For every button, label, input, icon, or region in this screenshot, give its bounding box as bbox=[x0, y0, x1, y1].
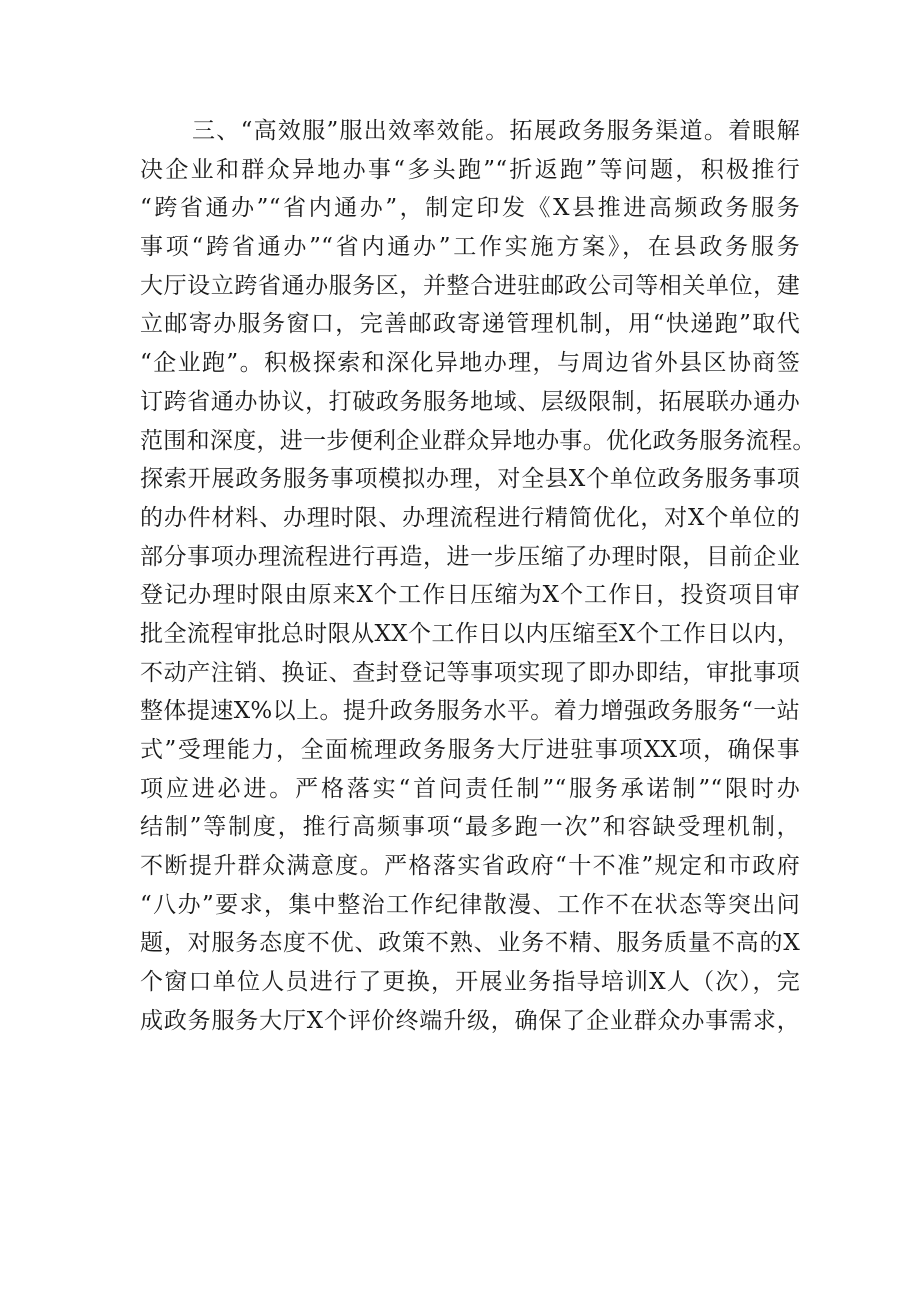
text-line: “跨省通办”“省内通办”，制定印发《X县推进高频政务服务 bbox=[140, 195, 800, 222]
text-line: 事项“跨省通办”“省内通办”工作实施方案》，在县政务服务 bbox=[140, 234, 800, 261]
text-line: 部分事项办理流程进行再造，进一步压缩了办理时限，目前企业 bbox=[140, 543, 800, 570]
text-line: 项应进必进。严格落实“首问责任制”“服务承诺制”“限时办 bbox=[140, 775, 800, 802]
text-line: 订跨省通办协议，打破政务服务地域、层级限制，拓展联办通办 bbox=[140, 388, 800, 415]
text-line: 大厅设立跨省通办服务区，并整合进驻邮政公司等相关单位，建 bbox=[140, 272, 800, 299]
text-line: 的办件材料、办理时限、办理流程进行精简优化，对X个单位的 bbox=[140, 504, 800, 531]
text-line: 立邮寄办服务窗口，完善邮政寄递管理机制，用“快递跑”取代 bbox=[140, 311, 800, 338]
text-line: 不断提升群众满意度。严格落实省政府“十不准”规定和市政府 bbox=[140, 853, 800, 880]
body-paragraph bbox=[140, 112, 816, 1041]
text-line: 式”受理能力，全面梳理政务服务大厅进驻事项XX项，确保事 bbox=[140, 737, 800, 763]
text-line: “八办”要求，集中整治工作纪律散漫、工作不在状态等突出问 bbox=[140, 891, 800, 918]
text-line: 决企业和群众异地办事“多头跑”“折返跑”等问题，积极推行 bbox=[140, 156, 800, 183]
text-line: 成政务服务大厅X个评价终端升级，确保了企业群众办事需求， bbox=[140, 1007, 800, 1034]
text-line: 个窗口单位人员进行了更换，开展业务指导培训X人（次），完 bbox=[140, 969, 800, 996]
text-line: 探索开展政务服务事项模拟办理，对全县X个单位政务服务事项 bbox=[140, 466, 800, 493]
text-line: 结制”等制度，推行高频事项“最多跑一次”和容缺受理机制， bbox=[140, 814, 800, 841]
text-line: 题，对服务态度不优、政策不熟、业务不精、服务质量不高的X bbox=[140, 930, 800, 957]
text-line: 三、“高效服”服出效率效能。拓展政务服务渠道。着眼解 bbox=[192, 118, 800, 144]
text-line: 整体提速X%以上。提升政务服务水平。着力增强政务服务“一站 bbox=[140, 698, 800, 725]
text-line: “企业跑”。积极探索和深化异地办理，与周边省外县区协商签 bbox=[140, 350, 800, 377]
text-line: 不动产注销、换证、查封登记等事项实现了即办即结，审批事项 bbox=[140, 659, 800, 686]
text-line: 批全流程审批总时限从XX个工作日以内压缩至X个工作日以内， bbox=[140, 620, 800, 647]
text-line: 登记办理时限由原来X个工作日压缩为X个工作日，投资项目审 bbox=[140, 582, 800, 609]
text-line: 范围和深度，进一步便利企业群众异地办事。优化政务服务流程。 bbox=[140, 427, 816, 454]
